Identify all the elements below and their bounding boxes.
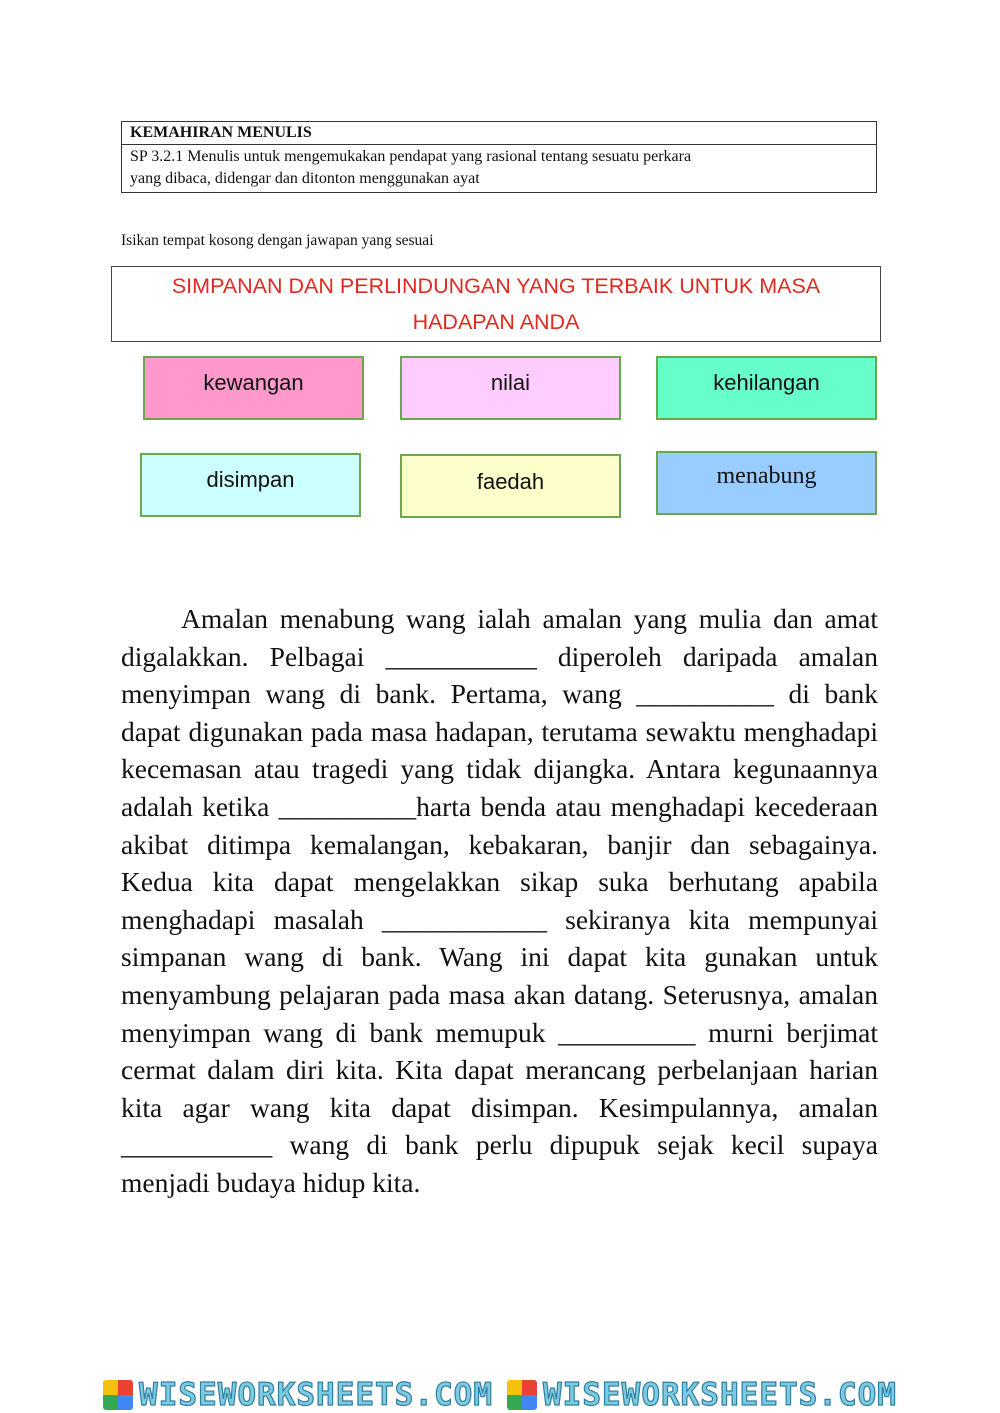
passage-text: sekiranya kita mempunyai simpanan wang di bank. Wang ini dapat kita gunakan untuk menyambung pelajaran pada masa akan datang. Seterusnya, amalan menyimpan wang di bank memupuk — [121, 903, 879, 1048]
answer-blank-5[interactable]: __________ — [558, 1016, 696, 1048]
passage-text: di bank dapat digunakan pada masa hadapan, terutama sewaktu menghadapi kecemasan atau tragedi yang tidak dijangka. Antara kegunaannya adalah ketika — [121, 678, 878, 822]
answer-blank-3[interactable]: __________ — [278, 790, 417, 822]
word-card-menabung[interactable]: menabung — [656, 451, 877, 515]
learning-standard-line1: SP 3.2.1 Menulis untuk mengemukakan pendapat yang rasional tentang sesuatu perkara — [130, 148, 692, 165]
wiseworksheets-logo-icon — [103, 1380, 133, 1410]
footer-watermark — [0, 1376, 1000, 1413]
passage-title-box — [111, 266, 881, 342]
passage-text: harta benda atau menghadapi kecederaan akibat ditimpa kemalangan, kebakaran, banjir dan sebagainya. Kedua kita dapat mengelakkan sikap suka berhutang apabila menghadapi masalah — [121, 790, 879, 935]
word-card-kehilangan[interactable]: kehilangan — [656, 356, 877, 420]
answer-blank-2[interactable]: __________ — [636, 678, 774, 710]
skill-title: KEMAHIRAN MENULIS — [122, 122, 876, 145]
passage-paragraph — [121, 600, 878, 1202]
instruction-text: Isikan tempat kosong dengan jawapan yang sesuai — [121, 232, 434, 249]
word-card-faedah[interactable]: faedah — [400, 454, 621, 518]
answer-blank-4[interactable]: ____________ — [381, 903, 547, 935]
brand-mark — [507, 1378, 897, 1412]
word-card-nilai[interactable]: nilai — [400, 356, 621, 420]
passage-title-line2: HADAPAN ANDA — [412, 310, 580, 334]
standard-header-table — [121, 121, 877, 193]
answer-blank-6[interactable]: ___________ — [121, 1129, 273, 1161]
passage-text: murni berjimat cermat dalam diri kita. Kita dapat merancang perbelanjaan harian kita agar wang kita dapat disimpan. Kesimpulannya, amalan — [121, 1016, 878, 1123]
answer-blank-1[interactable]: ___________ — [385, 640, 537, 672]
brand-mark — [103, 1378, 493, 1412]
passage-title — [146, 268, 846, 340]
passage-text: diperoleh daripada amalan menyimpan wang di bank. Pertama, wang — [121, 640, 878, 710]
passage-title-line1: SIMPANAN DAN PERLINDUNGAN YANG TERBAIK UNTUK MASA — [171, 274, 821, 298]
passage-text: Amalan menabung wang ialah amalan yang mulia dan amat digalakkan. Pelbagai — [121, 603, 878, 672]
brand-text: WISEWORKSHEETS.COM — [139, 1376, 493, 1413]
wiseworksheets-logo-icon — [507, 1380, 537, 1410]
word-card-disimpan[interactable]: disimpan — [140, 453, 361, 517]
brand-text: WISEWORKSHEETS.COM — [543, 1376, 897, 1413]
passage — [121, 600, 878, 1202]
passage-text: wang di bank perlu dipupuk sejak kecil supaya menjadi budaya hidup kita. — [121, 1129, 878, 1198]
learning-standard-line2: yang dibaca, didengar dan ditonton menggunakan ayat — [130, 170, 480, 187]
learning-standard — [122, 145, 876, 192]
word-card-kewangan[interactable]: kewangan — [143, 356, 364, 420]
